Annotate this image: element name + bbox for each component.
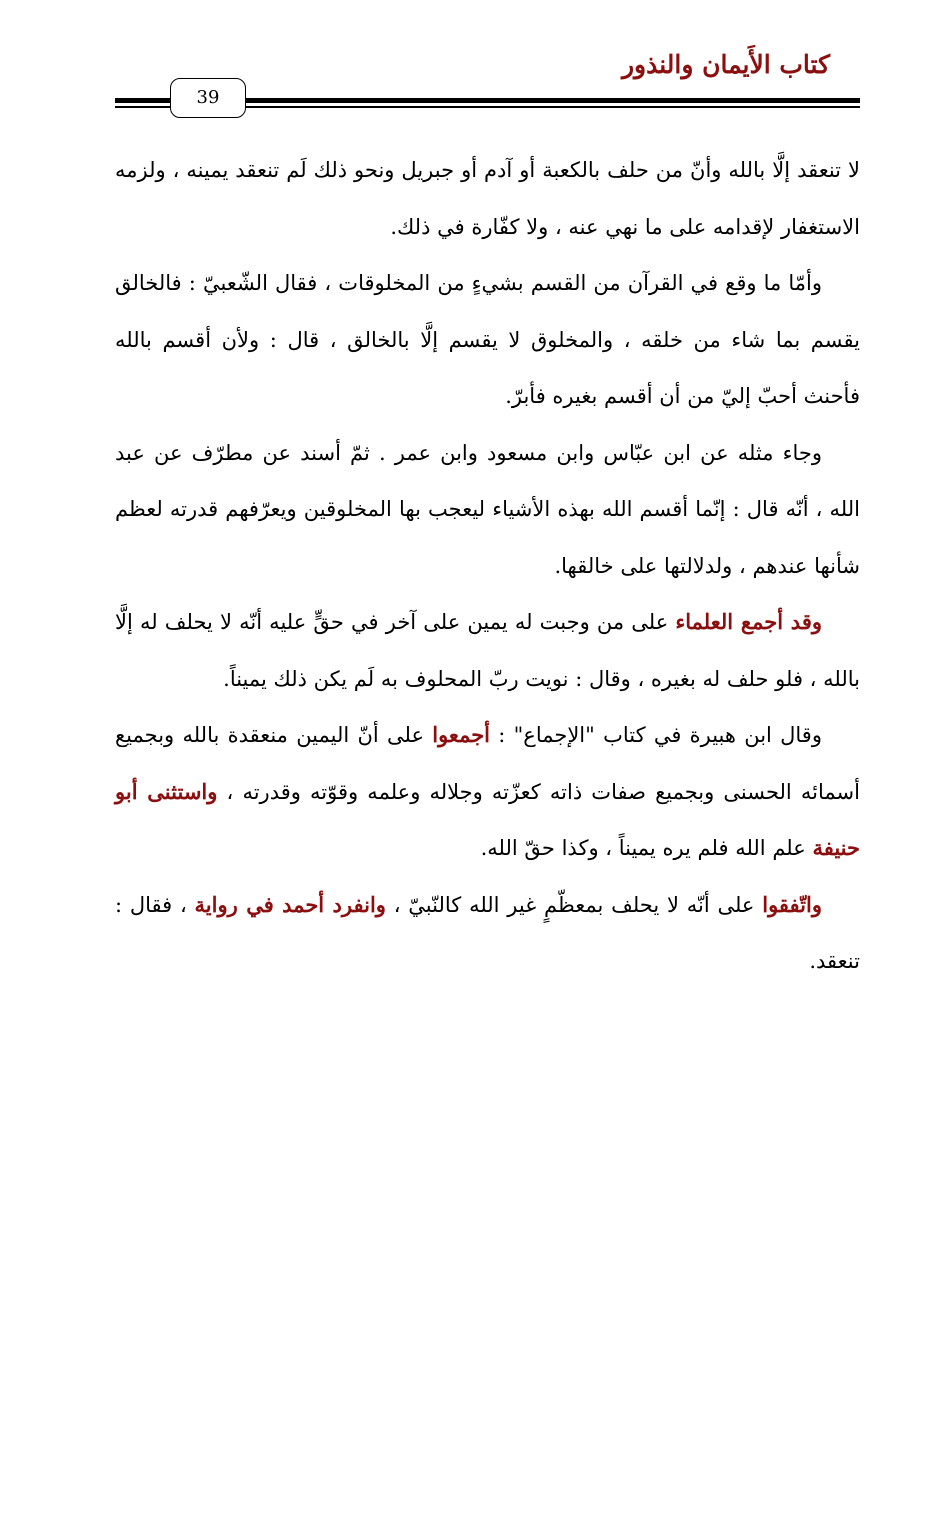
paragraph-4 (115, 594, 860, 707)
paragraph-5-part-1: وقال ابن هبيرة في كتاب "الإجماع" : (490, 723, 822, 747)
paragraph-2-text: وأمّا ما وقع في القرآن من القسم بشيءٍ من المخلوقات ، فقال الشّعبيّ : فالخالق يقسم بما شاء من خلقه ، والمخلوق لا يقسم إلَّا بالخالق ، قال : ولأن أقسم بالله فأحنث أحبّ إليّ من أن أقسم بغيره فأبرّ. (115, 271, 860, 408)
paragraph-5-part-3: علم الله فلم يره يميناً ، وكذا حقّ الله. (480, 836, 813, 860)
paragraph-1-text: لا تنعقد إلَّا بالله وأنّ من حلف بالكعبة أو آدم أو جبريل ونحو ذلك لَم تنعقد يمينه ، ولزمه الاستغفار لإقدامه على ما نهي عنه ، ولا كفّارة في ذلك. (115, 158, 860, 239)
paragraph-3 (115, 425, 860, 595)
highlight-ittafaqu: واتّفقوا (762, 891, 822, 917)
highlight-ijma-ulama: وقد أجمع العلماء (675, 609, 823, 634)
body-text (115, 142, 860, 990)
paragraph-1 (115, 142, 860, 255)
book-title: كتاب الأَيمان والنذور (621, 50, 830, 79)
paragraph-6 (115, 877, 860, 990)
paragraph-3-text: وجاء مثله عن ابن عبّاس وابن مسعود وابن عمر . ثمّ أسند عن مطرّف عن عبد الله ، أنّه قال : إنّما أقسم الله بهذه الأشياء ليعجب بها المخلوقين ويعرّفهم قدرته لعظم شأنها عندهم ، ولدلالتها على خالقها. (115, 440, 860, 578)
paragraph-4-text: على من وجبت له يمين على آخر في حقٍّ عليه أنّه لا يحلف له إلَّا بالله ، فلو حلف له بغيره ، وقال : نويت ربّ المحلوف به لَم يكن ذلك يميناً. (115, 610, 860, 691)
paragraph-5-part-2: على أنّ اليمين منعقدة بالله وبجميع أسمائه الحسنى وبجميع صفات ذاته كعزّته وجلاله وعلمه وقوّته وقدرته ، (115, 723, 860, 804)
highlight-ajmaou: أجمعوا (432, 722, 491, 747)
paragraph-6-part-1: على أنّه لا يحلف بمعظّمٍ غير الله كالنّبيّ ، (385, 892, 763, 917)
page-number-box: 39 (170, 78, 246, 118)
paragraph-2 (115, 255, 860, 425)
paragraph-6-part-2: ، فقال : تنعقد. (115, 892, 860, 973)
paragraph-5 (115, 707, 860, 877)
highlight-abu-hanifa: واستثنى أبو حنيفة (115, 778, 860, 860)
highlight-ahmad-riwaya: وانفرد أحمد في رواية (194, 891, 386, 917)
